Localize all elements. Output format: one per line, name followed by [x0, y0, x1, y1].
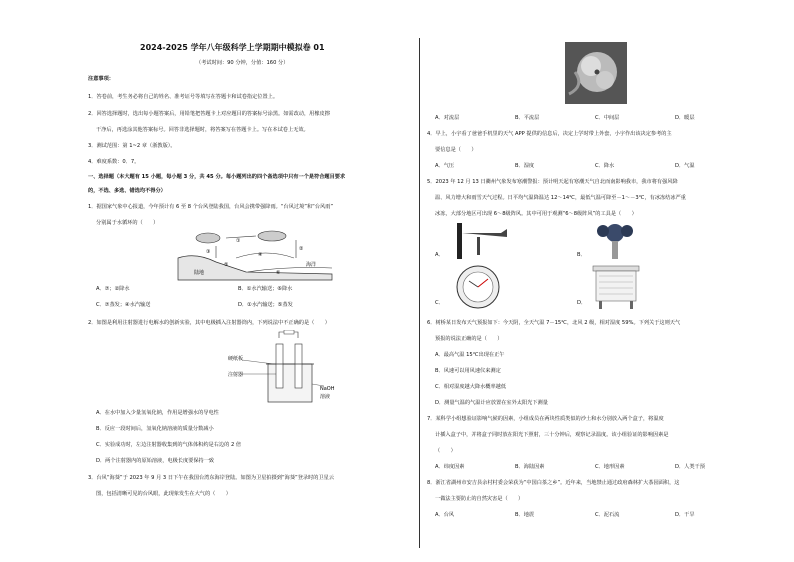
q4-stem-2: 要信息是（ ）: [435, 147, 477, 153]
q1-stem-2: 分别属于水循环的（ ）: [96, 220, 159, 226]
electrolysis-diagram: [228, 330, 338, 406]
q7-option-a[interactable]: A．纬度因素: [435, 464, 465, 470]
q7-option-b[interactable]: B．海陆因素: [515, 464, 545, 470]
q4-option-d[interactable]: D．气温: [675, 163, 695, 169]
q6-option-b[interactable]: B．风速可以用风速仪来测定: [435, 368, 501, 374]
q7-option-d[interactable]: D．人类干预: [675, 464, 705, 470]
q6-option-d[interactable]: D．测量气温的气温计应放置在室外太阳光下测量: [435, 400, 548, 406]
q3-stem-2: 图，包括清晰可见的台风眼，此现象发生在大气的（ ）: [96, 491, 231, 497]
label-4: ④: [258, 252, 263, 258]
q3-option-d[interactable]: D．暖层: [675, 115, 695, 121]
note-3: 3．测试范围：第 1~2 章（浙教版）。: [88, 143, 176, 149]
q5-option-c[interactable]: C．: [435, 300, 444, 306]
label-6: ⑥: [276, 270, 281, 276]
q2-option-a[interactable]: A．在水中加入少量氢氧化钠，作用是增强水的导电性: [96, 410, 219, 416]
label-syringe: 注射器: [228, 372, 244, 378]
q7-line-2: 计插入盒子中，并将盒子同时放在阳光下照射，三十分钟后，观察记录温度。该小组验证的影响因素是: [435, 432, 669, 438]
label-ocean: 海洋: [306, 262, 317, 268]
label-solution: 溶液: [320, 394, 331, 400]
label-naoh: NaOH: [320, 386, 335, 392]
label-5: ⑤: [224, 262, 229, 268]
notes-title: 注意事项：: [88, 76, 114, 82]
q1-option-d[interactable]: D．①水汽输送；⑤蒸发: [238, 302, 293, 308]
section-heading-2: 的，不选、多选、错选均不得分）: [88, 188, 166, 194]
q6-line-1: 6．树桥某日发布天气预报如下：今天阴，全天气温 7－15℃，北风 2 级，相对湿度 59%。下列关于这则天气: [427, 320, 681, 326]
q4-stem: 4．早上，小宇看了爸爸手机里的天气 APP 提供的信息后，决定上学时带上外套，小宇作出该决定参考的主: [427, 131, 672, 137]
q6-option-c[interactable]: C．相对湿度越大降水概率越低: [435, 384, 507, 390]
note-4: 4．难度系数：0．7。: [88, 159, 140, 165]
label-cardboard: 硬纸板: [228, 356, 244, 362]
q2-option-c[interactable]: C．实验成功时，左边注射器收集到的气体体积约是右边的 2 倍: [96, 442, 242, 448]
note-1: 1．答卷前，考生务必将自己的姓名、准考证号等填写在答题卡和试卷指定位置上。: [88, 94, 279, 100]
q4-option-b[interactable]: B．湿度: [515, 163, 535, 169]
column-divider: [419, 38, 420, 548]
q8-line-1: 8．浙江省湖州市安吉县余村村委会荣获为“中国白茶之乡”。近年来，当地禁止通过政府森林扩大茶园面积，这: [427, 480, 680, 486]
section-heading: 一、选择题（本大题有 15 小题，每小题 3 分，共 45 分。每小题列出的四个备选项中只有一个是符合题目要求: [88, 174, 346, 180]
q2-option-b[interactable]: B．反应一段时间后，氢氧化钠溶液的质量分数减小: [96, 426, 214, 432]
q8-line-2: 一做法主要防止的自然灾害是（ ）: [435, 496, 524, 502]
q7-option-c[interactable]: C．地形因素: [595, 464, 625, 470]
q7-line-1: 7．某科学小组想验证影响气候的因素，小组成员在两块性质类似的沙土和水分别放入两个盒子，将温度: [427, 416, 664, 422]
q5-option-a[interactable]: A．: [435, 252, 444, 258]
q1-option-c[interactable]: C．⑦蒸发；④水汽输送: [96, 302, 151, 308]
q5-option-b[interactable]: B．: [577, 252, 586, 258]
label-1: ①: [236, 238, 241, 244]
weather-shelter-icon: [591, 264, 641, 310]
water-cycle-diagram: [176, 228, 334, 284]
hygrometer-icon: [455, 264, 501, 310]
label-3: ③: [206, 249, 211, 255]
q4-option-c[interactable]: C．降水: [595, 163, 615, 169]
label-land: 陆地: [194, 270, 205, 276]
q3-option-b[interactable]: B．平流层: [515, 115, 540, 121]
q8-option-c[interactable]: C．泥石流: [595, 512, 620, 518]
q1-option-a[interactable]: A．⑦；②降水: [96, 286, 130, 292]
q1-stem: 1．据国家气象中心报道，今年预计有 6 至 8 个台风登陆我国，台风会携带强降雨。“台风过境”和“台风雨”: [88, 204, 334, 210]
q3-option-c[interactable]: C．中间层: [595, 115, 620, 121]
q2-option-d[interactable]: D．两个注射器内的原始溶液，电极长度要保持一致: [96, 458, 215, 464]
q1-option-b[interactable]: B．①水汽输送；⑥降水: [238, 286, 293, 292]
q5-line-3: 冰冻，大部分地区可出现 6～8级阵风。其中可用于观测“6～8级阵风”的工具是（ ）: [435, 211, 637, 217]
q3-stem: 3．台风“海葵”于 2023 年 9 月 3 日下午在我国台湾东海岸登陆。如图为卫星拍摄到“海葵”登录时的卫星云: [88, 475, 335, 481]
satellite-cloud-image: [565, 42, 627, 104]
q5-line-2: 温、风力增大和雨雪天气过程。日平均气温降温达 12～14℃，最低气温可降至－1～－3℃，有冰冻结冰严重: [435, 195, 686, 201]
wind-vane-icon: [455, 223, 511, 259]
q5-option-d[interactable]: D．: [577, 300, 587, 306]
note-2b: 干净后，再选涂其他答案标号。回答非选择题时，将答案写在答题卡上。写在本试卷上无效。: [96, 127, 309, 133]
q6-option-a[interactable]: A．最高气温 15℃出现在正午: [435, 352, 505, 358]
q8-option-b[interactable]: B．地震: [515, 512, 535, 518]
page-title: 2024-2025 学年八年级科学上学期期中模拟卷 01: [140, 43, 325, 52]
q5-line-1: 5．2023 年 12 月 13 日衢州气象发布寒潮警报：预计明天起有寒潮天气自北而南影响我市，我市将有强风降: [427, 179, 678, 185]
subtitle: （考试时间：90 分钟，分值：160 分）: [196, 60, 289, 66]
note-2: 2．回答选择题时，选出每小题答案后，用铅笔把答题卡上对应题目的答案标号涂黑。如需改动，用橡皮擦: [88, 111, 330, 117]
q2-stem: 2．如图是利用注射器进行电解水的创新实验，其中电极插入注射器筒内，下列说法中不正确的是（ ）: [88, 320, 330, 326]
q4-option-a[interactable]: A．气压: [435, 163, 455, 169]
q7-line-3: （ ）: [435, 448, 456, 454]
q8-option-a[interactable]: A．台风: [435, 512, 455, 518]
q6-line-2: 预报的说法正确的是（ ）: [435, 336, 503, 342]
q3-option-a[interactable]: A．对流层: [435, 115, 460, 121]
anemometer-icon: [595, 221, 635, 261]
label-2: ②: [299, 246, 304, 252]
q8-option-d[interactable]: D．干旱: [675, 512, 695, 518]
